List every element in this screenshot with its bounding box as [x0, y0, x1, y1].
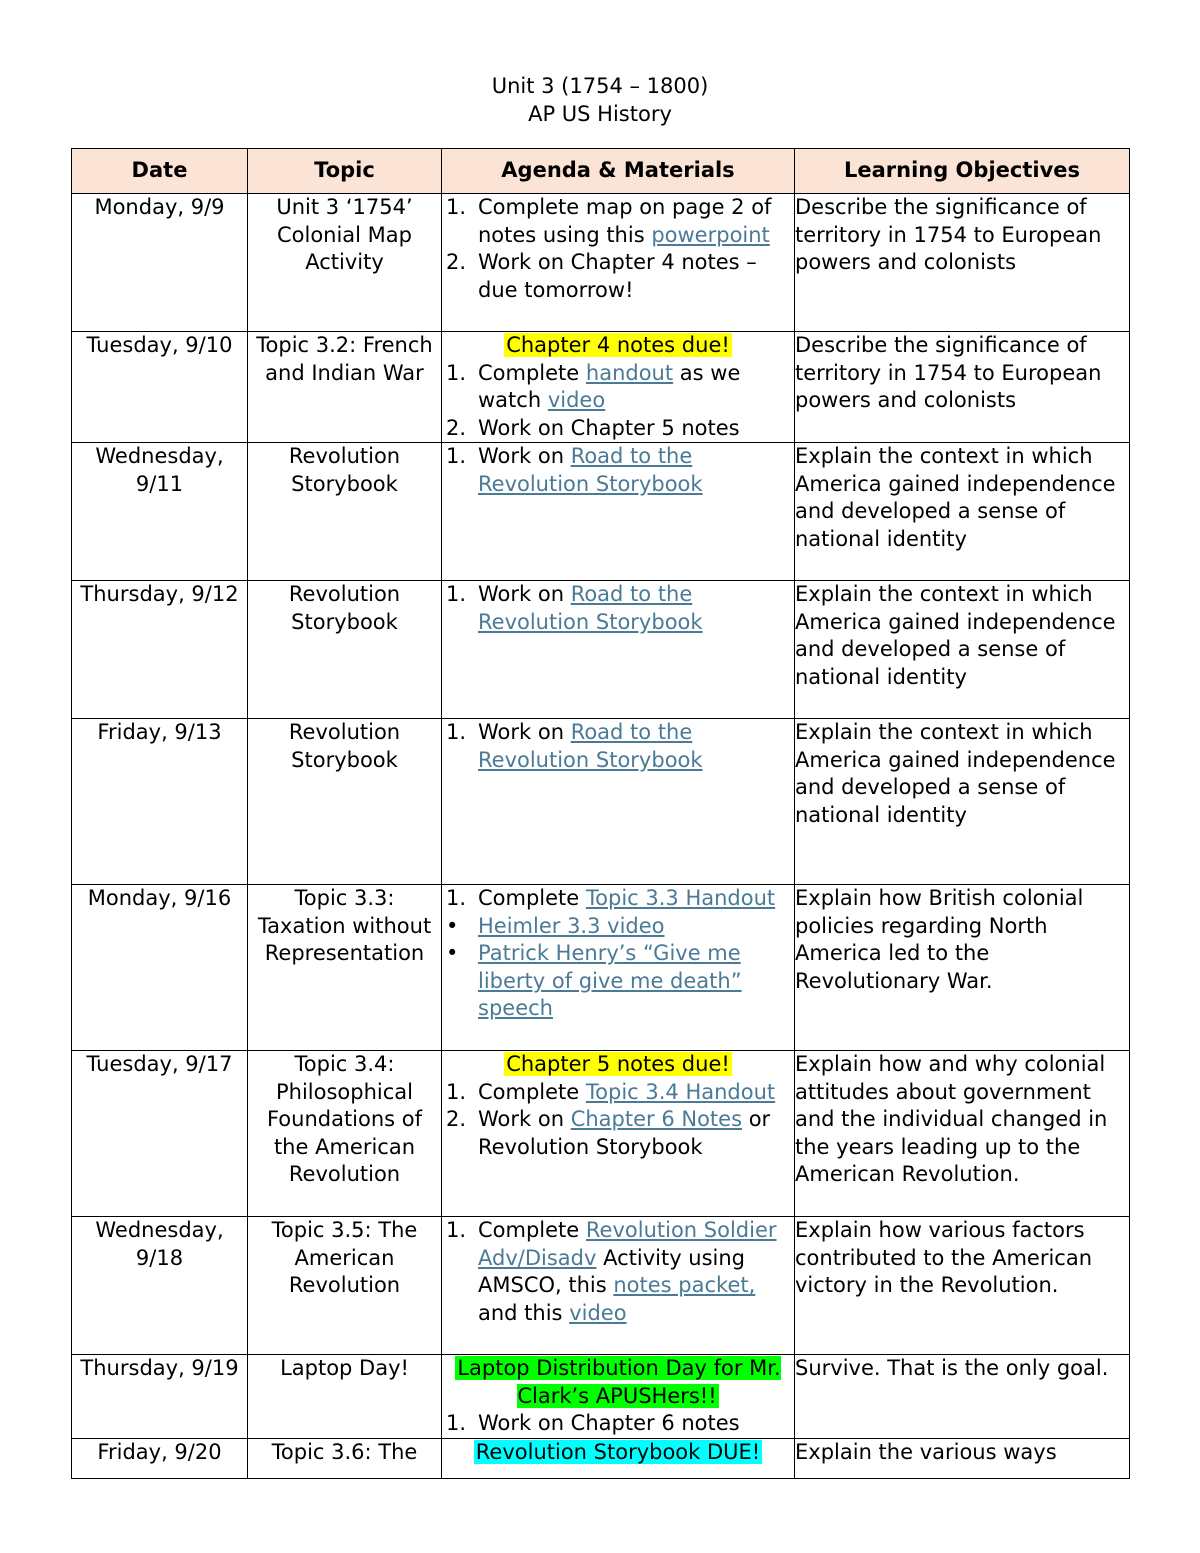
highlight-note: Revolution Storybook DUE!: [475, 1440, 761, 1464]
list-item: 1. Complete handout as we watch video: [446, 360, 741, 412]
list-item: 1. Complete Topic 3.3 Handout: [446, 886, 776, 910]
topic-cell: Topic 3.5: The American Revolution: [248, 1217, 442, 1355]
topic-3-3-handout-link[interactable]: Topic 3.3 Handout: [585, 886, 776, 910]
table-row: [72, 1355, 1130, 1439]
list-item: 1. Work on Road to the Revolution Storybook: [446, 444, 703, 496]
objective-cell: Explain how and why colonial attitudes about government and the individual changed in the years leading up to the American Revolution.: [795, 1051, 1130, 1217]
agenda-cell: [442, 1439, 795, 1479]
storybook-link[interactable]: Road to the Revolution Storybook: [478, 582, 703, 634]
date-cell: Tuesday, 9/17: [72, 1051, 248, 1217]
agenda-cell: [442, 443, 795, 581]
storybook-link[interactable]: Road to the Revolution Storybook: [478, 444, 703, 496]
title-line-course: AP US History: [528, 102, 672, 126]
agenda-cell: [442, 885, 795, 1051]
date-cell: Monday, 9/9: [72, 194, 248, 332]
agenda-cell: [442, 1217, 795, 1355]
powerpoint-link[interactable]: powerpoint: [651, 222, 770, 247]
table-row: [72, 1217, 1130, 1355]
objective-cell: Explain the context in which America gained independence and developed a sense of national identity: [795, 443, 1130, 581]
date-cell: Wednesday, 9/11: [72, 443, 248, 581]
topic-cell: Revolution Storybook: [248, 719, 442, 885]
highlight-note: Laptop Distribution Day for Mr. Clark’s APUSHers!!: [457, 1356, 781, 1408]
topic-cell: Topic 3.6: The: [248, 1439, 442, 1479]
agenda-cell: [442, 1355, 795, 1439]
date-cell: Thursday, 9/12: [72, 581, 248, 719]
video-link[interactable]: video: [547, 388, 606, 412]
column-header-topic: Topic: [248, 149, 442, 194]
topic-cell: Revolution Storybook: [248, 581, 442, 719]
table-row: [72, 1051, 1130, 1217]
list-item: 1. Complete map on page 2 of notes using this powerpoint: [446, 195, 772, 247]
list-item: 2. Work on Chapter 5 notes: [446, 415, 740, 440]
objective-cell: Explain the various ways: [795, 1439, 1130, 1479]
table-row: [72, 719, 1130, 885]
table-row: [72, 885, 1130, 1051]
table-header-row: [72, 149, 1130, 194]
topic-3-4-handout-link[interactable]: Topic 3.4 Handout: [585, 1079, 776, 1104]
date-cell: Friday, 9/13: [72, 719, 248, 885]
column-header-objectives: Learning Objectives: [795, 149, 1130, 194]
list-item: 1. Complete Revolution Soldier Adv/Disadv Activity using AMSCO, this notes packet, and this video: [446, 1218, 777, 1325]
highlight-note: Chapter 5 notes due!: [506, 1052, 730, 1076]
bullet-icon: •: [446, 913, 459, 938]
table-row: [72, 332, 1130, 443]
topic-cell: Topic 3.4: Philosophical Foundations of the American Revolution: [248, 1051, 442, 1217]
topic-cell: Topic 3.2: French and Indian War: [248, 332, 442, 443]
list-item: 1. Work on Chapter 6 notes: [446, 1411, 740, 1435]
table-row: [72, 443, 1130, 581]
video-link[interactable]: video: [569, 1300, 627, 1325]
objective-cell: Explain how British colonial policies regarding North America led to the Revolutionary War.: [795, 885, 1130, 1051]
list-item: 2. Work on Chapter 4 notes – due tomorrow!: [446, 250, 757, 302]
column-header-agenda: Agenda & Materials: [442, 149, 795, 194]
objective-cell: Explain the context in which America gained independence and developed a sense of national identity: [795, 719, 1130, 885]
list-item: [442, 913, 794, 941]
topic-cell: Unit 3 ‘1754’ Colonial Map Activity: [248, 194, 442, 332]
date-cell: Wednesday, 9/18: [72, 1217, 248, 1355]
chapter-6-notes-link[interactable]: Chapter 6 Notes: [570, 1107, 743, 1131]
title-line-unit: Unit 3 (1754 – 1800): [491, 74, 709, 98]
agenda-cell: [442, 332, 795, 443]
table-row: [72, 194, 1130, 332]
list-item: [442, 940, 794, 1023]
objective-cell: Describe the significance of territory in 1754 to European powers and colonists: [795, 194, 1130, 332]
bullet-icon: •: [446, 941, 459, 965]
date-cell: Thursday, 9/19: [72, 1355, 248, 1439]
list-item: 2. Work on Chapter 6 Notes or Revolution Storybook: [446, 1107, 771, 1159]
handout-link[interactable]: handout: [585, 360, 674, 385]
table-row: [72, 581, 1130, 719]
topic-cell: Topic 3.3: Taxation without Representation: [248, 885, 442, 1051]
list-item: 1. Work on Road to the Revolution Storybook: [446, 582, 703, 634]
objective-cell: Explain the context in which America gained independence and developed a sense of national identity: [795, 581, 1130, 719]
document-title: [0, 72, 1200, 128]
agenda-cell: [442, 581, 795, 719]
heimler-video-link[interactable]: Heimler 3.3 video: [478, 913, 665, 938]
agenda-cell: [442, 1051, 795, 1217]
table-row: [72, 1439, 1130, 1479]
storybook-link[interactable]: Road to the Revolution Storybook: [478, 720, 703, 772]
date-cell: Monday, 9/16: [72, 885, 248, 1051]
column-header-date: Date: [72, 149, 248, 194]
topic-cell: Revolution Storybook: [248, 443, 442, 581]
soldier-activity-link[interactable]: Revolution Soldier Adv/Disadv: [478, 1218, 777, 1270]
objective-cell: Survive. That is the only goal.: [795, 1355, 1130, 1439]
highlight-note: Chapter 4 notes due!: [506, 333, 730, 357]
list-item: 1. Complete Topic 3.4 Handout: [446, 1079, 776, 1104]
objective-cell: Describe the significance of territory in 1754 to European powers and colonists: [795, 332, 1130, 443]
agenda-cell: [442, 194, 795, 332]
schedule-table: [71, 148, 1130, 1479]
list-item: 1. Work on Road to the Revolution Storybook: [446, 720, 703, 772]
topic-cell: Laptop Day!: [248, 1355, 442, 1439]
patrick-henry-speech-link[interactable]: Patrick Henry’s “Give me liberty of give me death” speech: [478, 941, 742, 1020]
agenda-cell: [442, 719, 795, 885]
objective-cell: Explain how various factors contributed to the American victory in the Revolution.: [795, 1217, 1130, 1355]
notes-packet-link[interactable]: notes packet,: [613, 1273, 756, 1297]
date-cell: Tuesday, 9/10: [72, 332, 248, 443]
date-cell: Friday, 9/20: [72, 1439, 248, 1479]
